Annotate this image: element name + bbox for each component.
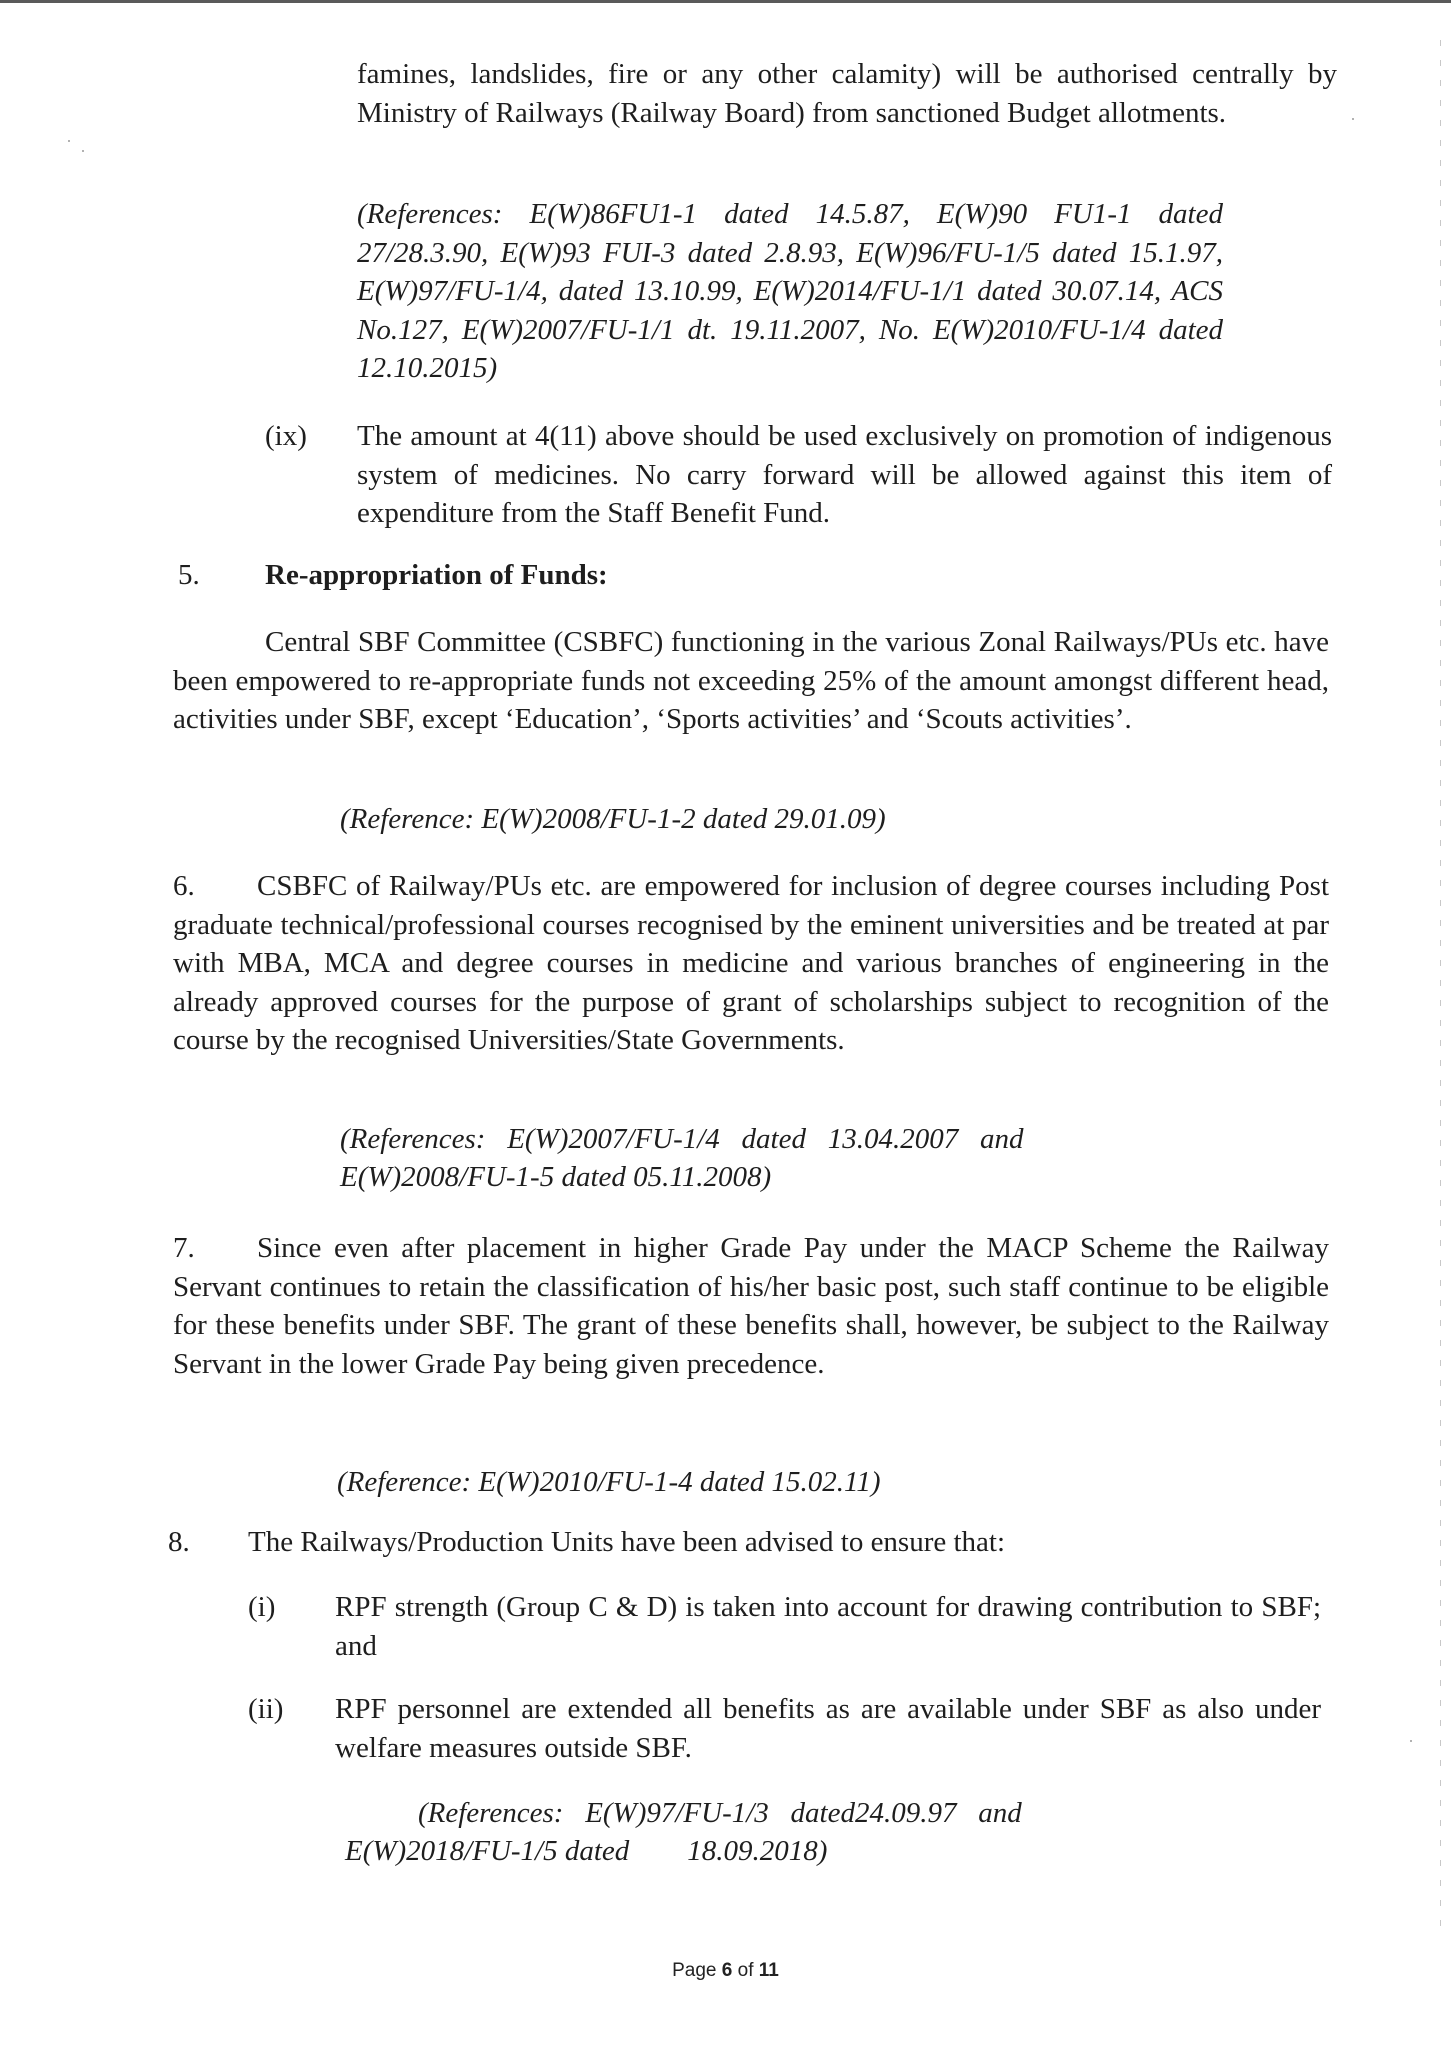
scan-top-border xyxy=(0,0,1451,3)
scan-speck xyxy=(68,140,70,142)
section-8-item-ii-text: RPF personnel are extended all benefits as are available under SBF as also under welfare measures outside SBF. xyxy=(335,1693,1321,1764)
current-page-number: 6 xyxy=(721,1960,733,1981)
section-5-heading: Re-appropriation of Funds: xyxy=(265,559,608,591)
section-5-body: Central SBF Committee (CSBFC) functioning in the various Zonal Railways/PUs etc. have been empowered to re-appropriate funds not exceeding 25% of the amount amongst different head, activities under SBF, except ‘Education’, ‘Sports activities’ and ‘Scouts activities’. xyxy=(173,626,1329,735)
section-8-reference-line-1: (References: E(W)97/FU-1/3 dated24.09.97 and xyxy=(418,1797,1022,1829)
section-8-item-i-marker: (i) xyxy=(248,1591,276,1623)
section-6-body: CSBFC of Railway/PUs etc. are empowered for inclusion of degree courses including Post graduate technical/professional courses recognised by the eminent universities and be treated at par with MBA, MCA and degree courses in medicine and various branches of engineering in the already approved courses for the purpose of grant of scholarships subject to recognition of the course by the recognised Universities/State Governments. xyxy=(173,870,1329,1056)
section-8-item-ii-marker: (ii) xyxy=(248,1693,284,1725)
section-5-number: 5. xyxy=(178,559,200,591)
section-6-reference-line-2: E(W)2008/FU-1-5 dated 05.11.2008) xyxy=(340,1161,772,1193)
section-7-reference: (Reference: E(W)2010/FU-1-4 dated 15.02.11) xyxy=(337,1466,881,1498)
section-8-item-i-text: RPF strength (Group C & D) is taken into account for drawing contribution to SBF; and xyxy=(335,1591,1321,1662)
section-6-number: 6. xyxy=(173,870,195,902)
item-ix-marker: (ix) xyxy=(265,420,307,452)
scan-speck xyxy=(1410,1740,1412,1742)
section-8-reference-line-2: E(W)2018/FU-1/5 dated 18.09.2018) xyxy=(345,1835,828,1867)
section-7-number: 7. xyxy=(173,1232,195,1264)
scan-speck xyxy=(1352,118,1354,120)
total-pages-number: 11 xyxy=(758,1960,779,1981)
of-label: of xyxy=(737,1960,754,1981)
section-6-reference-line-1: (References: E(W)2007/FU-1/4 dated 13.04.2007 and xyxy=(340,1123,1024,1155)
section-5-reference: (Reference: E(W)2008/FU-1-2 dated 29.01.09) xyxy=(340,803,886,835)
section-8-number: 8. xyxy=(168,1526,190,1558)
section-7-body: Since even after placement in higher Grade Pay under the MACP Scheme the Railway Servant continues to retain the classification of his/her basic post, such staff continue to be eligible for these benefits under SBF. The grant of these benefits shall, however, be subject to the Railway Servant in the lower Grade Pay being given precedence. xyxy=(173,1232,1329,1380)
scan-speck xyxy=(82,150,84,152)
item-ix-text: The amount at 4(11) above should be used exclusively on promotion of indigenous system of medicines. No carry forward will be allowed against this item of expenditure from the Staff Benefit Fund. xyxy=(357,420,1332,529)
section-8-intro: The Railways/Production Units have been advised to ensure that: xyxy=(248,1526,1006,1558)
continuation-paragraph: famines, landslides, fire or any other calamity) will be authorised centrally by Ministry of Railways (Railway Board) from sanctioned Budget allotments. xyxy=(357,58,1337,129)
page-label: Page xyxy=(672,1960,717,1981)
page-number-footer xyxy=(0,1960,1451,1982)
references-block-1: (References: E(W)86FU1-1 dated 14.5.87, E(W)90 FU1-1 dated 27/28.3.90, E(W)93 FUI-3 dated 2.8.93, E(W)96/FU-1/5 dated 15.1.97, E(W)97/FU-1/4, dated 13.10.99, E(W)2014/FU-1/1 dated 30.07.14, ACS No.127, E(W)2007/FU-1/1 dt. 19.11.2007, No. E(W)2010/FU-1/4 dated 12.10.2015) xyxy=(357,198,1223,384)
scan-right-edge xyxy=(1440,40,1441,1940)
